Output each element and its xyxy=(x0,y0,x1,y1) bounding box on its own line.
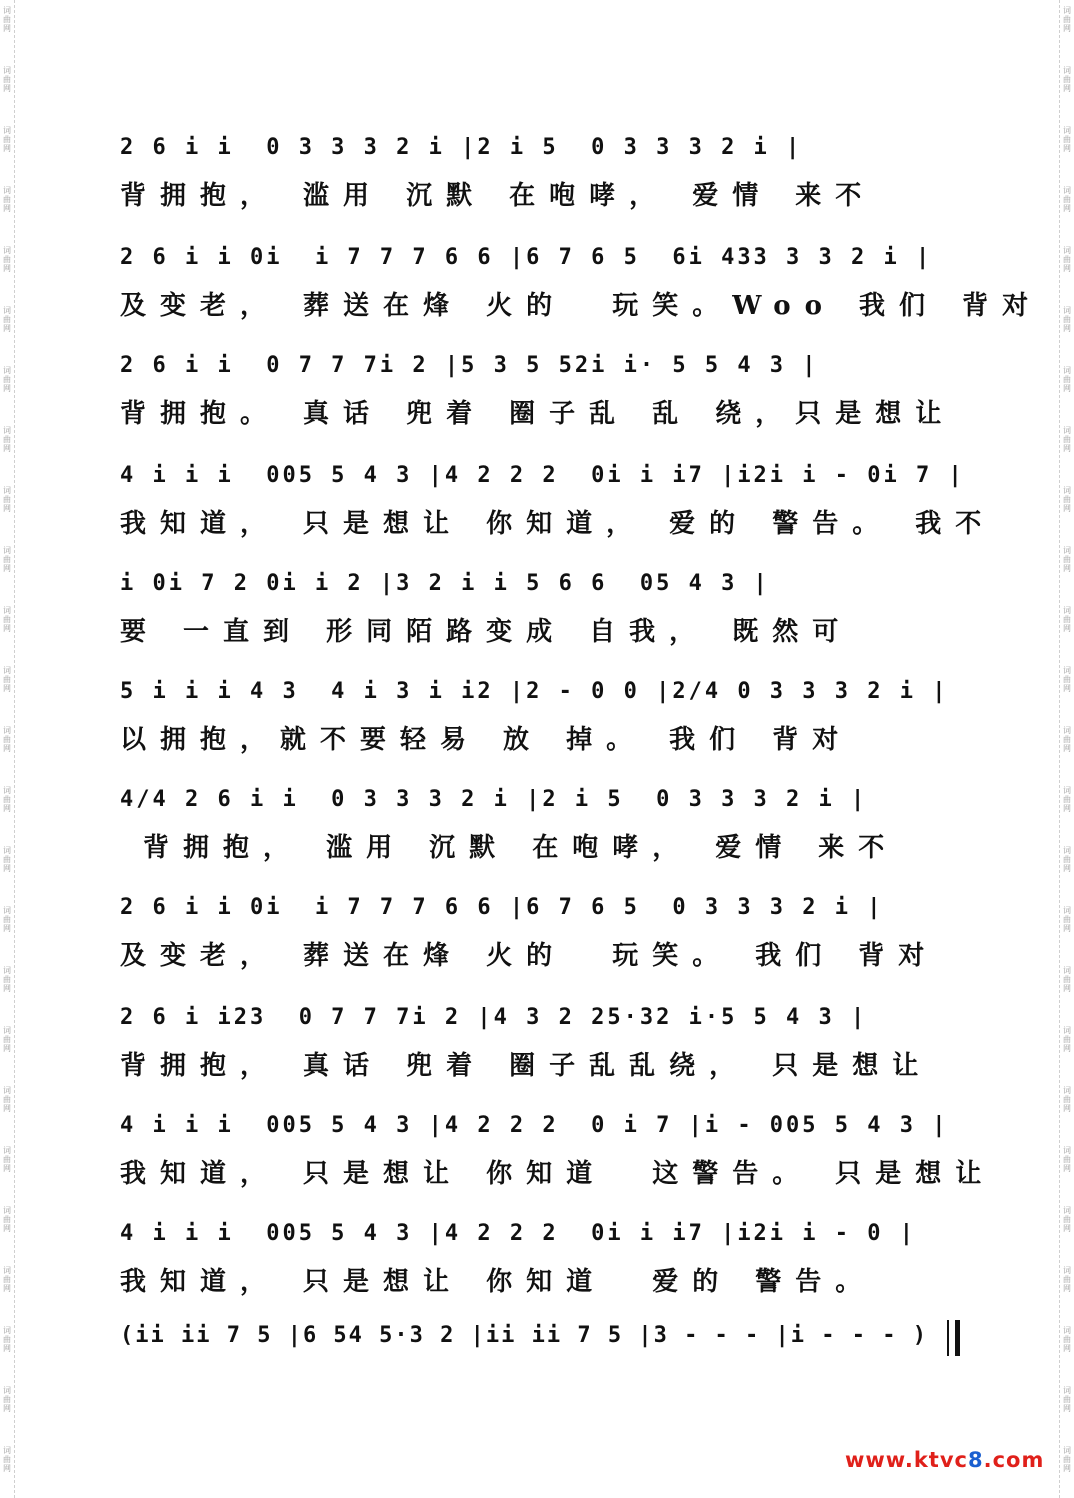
lyrics-line: 背拥抱， 滥用 沉默 在咆哮， 爱情 来不 xyxy=(120,181,876,211)
score-row-11 xyxy=(120,1206,960,1316)
margin-watermark-mark: 词 曲 网 xyxy=(3,426,11,453)
margin-watermark-mark: 词 曲 网 xyxy=(1063,1146,1071,1173)
margin-watermark-mark: 词 曲 网 xyxy=(1063,1446,1071,1473)
watermark-text-a: www.ktvc xyxy=(845,1448,968,1472)
notation-line: 2 6 i i 0 7 7 7i 2 |5 3 5 52i i· 5 5 4 3 | xyxy=(120,353,819,378)
notation-line: 5 i i i 4 3 4 i 3 i i2 |2 - 0 0 |2/4 0 3 3 3 2 i | xyxy=(120,679,949,704)
margin-watermark-mark: 词 曲 网 xyxy=(3,786,11,813)
score-row-5 xyxy=(120,556,960,666)
margin-watermark-mark: 词 曲 网 xyxy=(3,1386,11,1413)
score-row-1 xyxy=(120,120,960,230)
lyrics-line: 背拥抱， 真话 兜着 圈子乱乱绕， 只是想让 xyxy=(120,1051,933,1081)
margin-watermark-mark: 词 曲 网 xyxy=(1063,186,1071,213)
margin-watermark-mark: 词 曲 网 xyxy=(1063,126,1071,153)
margin-watermark-mark: 词 曲 网 xyxy=(3,846,11,873)
left-margin-watermark-column xyxy=(0,0,15,1498)
lyrics-line: 及变老， 葬送在烽 火的 玩笑。 我们 背对 xyxy=(120,941,939,971)
margin-watermark-mark: 词 曲 网 xyxy=(1063,1026,1071,1053)
lyrics-line: 背拥抱。 真话 兜着 圈子乱 乱 绕，只是想让 xyxy=(120,399,956,429)
margin-watermark-mark: 词 曲 网 xyxy=(1063,486,1071,513)
margin-watermark-mark: 词 曲 网 xyxy=(1063,1386,1071,1413)
right-margin-watermark-column xyxy=(1059,0,1074,1498)
margin-watermark-mark: 词 曲 网 xyxy=(3,1266,11,1293)
notation-line: 2 6 i i 0i i 7 7 7 6 6 |6 7 6 5 0 3 3 3 2 i | xyxy=(120,895,884,920)
site-watermark xyxy=(845,1448,1044,1472)
score-row-10 xyxy=(120,1098,996,1208)
margin-watermark-mark: 词 曲 网 xyxy=(3,1026,11,1053)
notation-line: 4 i i i 005 5 4 3 |4 2 2 2 0i i i7 |i2i i - 0 | xyxy=(120,1221,917,1246)
margin-watermark-mark: 词 曲 网 xyxy=(3,666,11,693)
notation-line: 2 6 i i23 0 7 7 7i 2 |4 3 2 25·32 i·5 5 4 3 | xyxy=(120,1005,868,1030)
margin-watermark-mark: 词 曲 网 xyxy=(1063,906,1071,933)
margin-watermark-mark: 词 曲 网 xyxy=(3,246,11,273)
margin-watermark-mark: 词 曲 网 xyxy=(3,6,11,33)
lyrics-line: 我知道， 只是想让 你知道， 爱的 警告。 我不 xyxy=(120,509,996,539)
margin-watermark-mark: 词 曲 网 xyxy=(1063,606,1071,633)
notation-line: 2 6 i i 0 3 3 3 2 i |2 i 5 0 3 3 3 2 i | xyxy=(120,135,803,160)
margin-watermark-mark: 词 曲 网 xyxy=(3,1446,11,1473)
margin-watermark-mark: 词 曲 网 xyxy=(1063,666,1071,693)
margin-watermark-mark: 词 曲 网 xyxy=(1063,426,1071,453)
margin-watermark-mark: 词 曲 网 xyxy=(3,66,11,93)
margin-watermark-mark: 词 曲 网 xyxy=(3,126,11,153)
margin-watermark-mark: 词 曲 网 xyxy=(1063,246,1071,273)
score-row-9 xyxy=(120,990,960,1100)
margin-watermark-mark: 词 曲 网 xyxy=(1063,6,1071,33)
score-row-8 xyxy=(120,880,960,990)
margin-watermark-mark: 词 曲 网 xyxy=(1063,306,1071,333)
margin-watermark-mark: 词 曲 网 xyxy=(3,306,11,333)
score-row-2 xyxy=(120,230,1043,340)
score-row-7 xyxy=(120,772,960,882)
margin-watermark-mark: 词 曲 网 xyxy=(3,1326,11,1353)
watermark-text-c: .com xyxy=(983,1448,1045,1472)
instrumental-ending-row xyxy=(120,1308,960,1368)
lyrics-line: 及变老， 葬送在烽 火的 玩笑。Woo 我们 背对 xyxy=(120,291,1043,321)
margin-watermark-mark: 词 曲 网 xyxy=(1063,786,1071,813)
notation-line: 2 6 i i 0i i 7 7 7 6 6 |6 7 6 5 6i 433 3 3 2 i | xyxy=(120,245,933,270)
instrumental-notation-line: (ii ii 7 5 |6 54 5·3 2 |ii ii 7 5 |3 - - - |i - - - ) xyxy=(120,1323,928,1348)
margin-watermark-mark: 词 曲 网 xyxy=(1063,1266,1071,1293)
margin-watermark-mark: 词 曲 网 xyxy=(1063,966,1071,993)
score-row-3 xyxy=(120,338,960,448)
margin-watermark-mark: 词 曲 网 xyxy=(1063,846,1071,873)
margin-watermark-mark: 词 曲 网 xyxy=(1063,1206,1071,1233)
margin-watermark-mark: 词 曲 网 xyxy=(1063,726,1071,753)
lyrics-line: 我知道， 只是想让 你知道 爱的 警告。 xyxy=(120,1267,876,1297)
margin-watermark-mark: 词 曲 网 xyxy=(1063,1326,1071,1353)
margin-watermark-mark: 词 曲 网 xyxy=(1063,546,1071,573)
notation-line: 4 i i i 005 5 4 3 |4 2 2 2 0 i 7 |i - 005 5 4 3 | xyxy=(120,1113,949,1138)
lyrics-line: 我知道， 只是想让 你知道 这警告。 只是想让 xyxy=(120,1159,996,1189)
margin-watermark-mark: 词 曲 网 xyxy=(3,726,11,753)
margin-watermark-mark: 词 曲 网 xyxy=(3,906,11,933)
margin-watermark-mark: 词 曲 网 xyxy=(1063,66,1071,93)
margin-watermark-mark: 词 曲 网 xyxy=(1063,1086,1071,1113)
margin-watermark-mark: 词 曲 网 xyxy=(3,546,11,573)
final-double-barline xyxy=(947,1320,960,1356)
margin-watermark-mark: 词 曲 网 xyxy=(3,486,11,513)
notation-line: 4 i i i 005 5 4 3 |4 2 2 2 0i i i7 |i2i i - 0i 7 | xyxy=(120,463,965,488)
margin-watermark-mark: 词 曲 网 xyxy=(3,1146,11,1173)
lyrics-line: 背拥抱， 滥用 沉默 在咆哮， 爱情 来不 xyxy=(120,833,899,863)
notation-line: i 0i 7 2 0i i 2 |3 2 i i 5 6 6 05 4 3 | xyxy=(120,571,770,596)
margin-watermark-mark: 词 曲 网 xyxy=(3,366,11,393)
lyrics-line: 要 一直到 形同陌路变成 自我， 既然可 xyxy=(120,617,853,647)
watermark-text-b: 8 xyxy=(967,1448,984,1472)
margin-watermark-mark: 词 曲 网 xyxy=(3,186,11,213)
notation-line: 4/4 2 6 i i 0 3 3 3 2 i |2 i 5 0 3 3 3 2 i | xyxy=(120,787,868,812)
score-row-4 xyxy=(120,448,996,558)
score-row-6 xyxy=(120,664,960,774)
margin-watermark-mark: 词 曲 网 xyxy=(3,1086,11,1113)
margin-watermark-mark: 词 曲 网 xyxy=(3,1206,11,1233)
lyrics-line: 以拥抱，就不要轻易 放 掉。 我们 背对 xyxy=(120,725,853,755)
margin-watermark-mark: 词 曲 网 xyxy=(1063,366,1071,393)
margin-watermark-mark: 词 曲 网 xyxy=(3,606,11,633)
margin-watermark-mark: 词 曲 网 xyxy=(3,966,11,993)
